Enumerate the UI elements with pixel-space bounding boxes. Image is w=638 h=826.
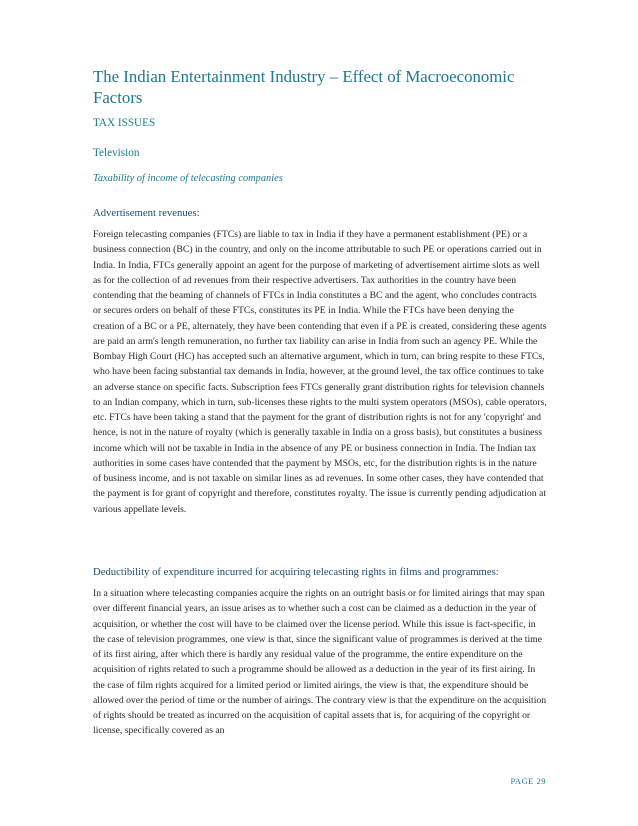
advertisement-revenues-paragraph: Foreign telecasting companies (FTCs) are liable to tax in India if they have a permanent establishment (PE) or a business connection (BC) in the country, and only on the income attributable to such PE or operations carried out in India. In India, FTCs generally appoint an agent for the purpose of marketing of advertisement airtime slots as well as for the collection of ad revenues from their respective advertisers. Tax authorities in the country have been contending that the beaming of channels of FTCs in India constitutes a BC and the agent, who concludes contracts or secures orders on behalf of these FTCs, constitutes its PE in India. While the FTCs have been denying the creation of a BC or a PE, alternately, they have been contending that even if a PE is created, considering these agents are paid an arm's length remuneration, no further tax liability can arise in India from such an agency PE. While the Bombay High Court (HC) has accepted such an alternative argument, which in turn, can bring respite to these FTCs, who have been facing substantial tax demands in India, however, at the ground level, the tax office continues to take an adverse stance on specific facts. Subscription fees FTCs generally grant distribution rights for television channels to an Indian company, which in turn, sub-licenses these rights to the multi system operators (MSOs), cable operators, etc. FTCs have been taking a stand that the payment for the grant of distribution rights is not for any 'copyright' and hence, is not in the nature of royalty (which is generally taxable in India on a gross basis), but constitutes a business income which will not be taxable in India in the absence of any PE or business connection in India. The Indian tax authorities in some cases have contended that the payment by MSOs, etc, for the distribution rights is in the nature of business income, and is not taxable on similar lines as ad revenues. In some other cases, they have contended that the payment is for grant of copyright and therefore, constitutes royalty. The issue is currently pending adjudication at various appellate levels. (93, 229, 547, 515)
document-title: The Indian Entertainment Industry – Effect of Macroeconomic Factors (93, 67, 515, 107)
section-heading: TAX ISSUES (93, 117, 156, 129)
page-number: PAGE 29 (510, 776, 546, 786)
topic-heading: Taxability of income of telecasting companies (93, 173, 283, 184)
subsection-heading: Television (93, 147, 140, 159)
deductibility-paragraph: In a situation where telecasting companies acquire the rights on an outright basis or for limited airings that may span over different financial years, an issue arises as to whether such a cost can be claimed as a deduction in the year of acquisition, or whether the cost will have to be claimed over the license period. While this issue is fact-specific, in the case of television programmes, one view is that, since the significant value of programmes is derived at the time of its first airing, after which there is hardly any residual value of the programme, the entire expenditure on the acquisition of rights related to such a programme should be allowed as a deduction in the year of its first airing. In the case of film rights acquired for a limited period or limited airings, the view is that, the expenditure should be allowed over the period of time or the number of airings. The contrary view is that the expenditure on the acquisition of rights should be treated as incurred on the acquisition of capital assets that is, for acquiring of the copyright or license, specifically covered as an (93, 588, 547, 737)
advertisement-revenues-heading: Advertisement revenues: (93, 207, 200, 219)
deductibility-heading: Deductibility of expenditure incurred for acquiring telecasting rights in films and programmes: (93, 566, 499, 578)
